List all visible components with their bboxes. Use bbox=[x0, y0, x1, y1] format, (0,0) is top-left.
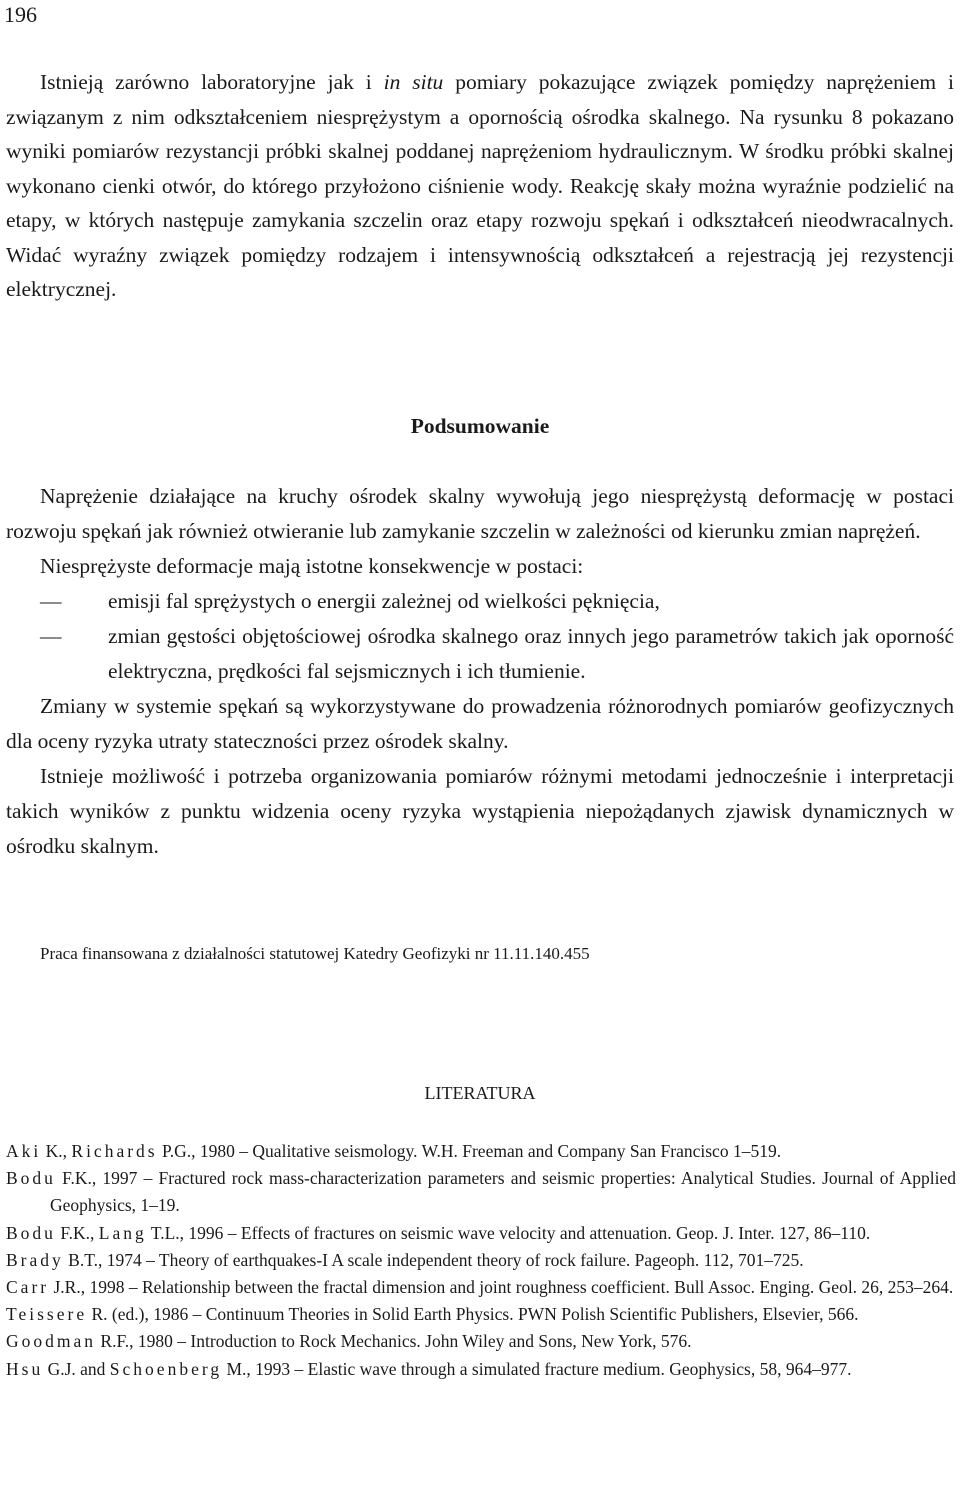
reference-item bbox=[6, 1274, 956, 1301]
reference-item bbox=[6, 1247, 956, 1274]
reference-text: , 1993 – Elastic wave through a simulated fracture medium. Geophysics, 58, 964–977. bbox=[246, 1358, 852, 1379]
reference-author: Teissere bbox=[6, 1304, 88, 1325]
reference-author: Aki bbox=[6, 1141, 42, 1161]
funding-note: Praca finansowana z działalności statutowej Katedry Geofizyki nr 11.11.140.455 bbox=[40, 944, 590, 963]
summary-paragraph-3: Zmiany w systemie spękań są wykorzystywane do prowadzenia różnorodnych pomiarów geofizycznych dla oceny ryzyka utraty stateczności przez ośrodek skalny. bbox=[6, 694, 954, 753]
intro-italic-term: in situ bbox=[383, 70, 444, 94]
reference-author: Lang bbox=[98, 1222, 147, 1243]
reference-item bbox=[6, 1220, 956, 1247]
reference-initials: K., bbox=[41, 1141, 72, 1161]
list-item bbox=[40, 584, 954, 619]
reference-initials: R. (ed.) bbox=[87, 1304, 145, 1325]
page-number: 196 bbox=[4, 2, 37, 27]
summary-paragraph-4: Istnieje możliwość i potrzeba organizowania pomiarów różnymi metodami jednocześnie i interpretacji takich wyników z punktu widzenia oceny ryzyka wystąpienia niepożądanych zjawisk dynamicznych w ośrodku skalnym. bbox=[6, 764, 954, 858]
reference-text: , 1980 – Qualitative seismology. W.H. Freeman and Company San Francisco 1–519. bbox=[191, 1141, 782, 1161]
reference-item bbox=[6, 1328, 956, 1355]
list-item bbox=[40, 619, 954, 689]
reference-initials: B.T. bbox=[63, 1249, 98, 1270]
consequences-list bbox=[6, 584, 954, 689]
reference-initials: F.K. bbox=[55, 1168, 92, 1189]
reference-text: , 1996 – Effects of fractures on seismic wave velocity and attenuation. Geop. J. Inter. 127, 86–110. bbox=[179, 1222, 871, 1243]
reference-list bbox=[6, 1138, 956, 1383]
reference-author: Goodman bbox=[6, 1331, 97, 1352]
reference-initials: F.K., bbox=[55, 1222, 99, 1243]
reference-author: Bodu bbox=[6, 1222, 56, 1243]
summary-paragraph-1: Naprężenie działające na kruchy ośrodek skalny wywołują jego niesprężystą deformację w postaci rozwoju spękań jak również otwieranie lub zamykanie szczelin w zależności od kierunku zmian naprężeń. bbox=[6, 484, 954, 543]
reference-item bbox=[6, 1301, 956, 1328]
intro-text-start: Istnieją zarówno laboratoryjne jak i bbox=[40, 70, 384, 94]
reference-initials: P.G. bbox=[157, 1141, 192, 1161]
section-heading-summary: Podsumowanie bbox=[410, 414, 550, 438]
reference-item bbox=[6, 1356, 956, 1383]
reference-initials: G.J. and bbox=[43, 1358, 110, 1379]
reference-text: , 1997 – Fractured rock mass-characterization parameters and seismic properties: Analytical Studies. Journal of Applied Geophysics, 1–19. bbox=[50, 1168, 956, 1216]
reference-text: , 1998 – Relationship between the fractal dimension and joint roughness coefficient. Bull Assoc. Enging. Geol. 26, 253–264. bbox=[80, 1277, 954, 1298]
reference-initials: M. bbox=[222, 1358, 247, 1379]
reference-author: Hsu bbox=[6, 1358, 44, 1379]
reference-text: , 1974 – Theory of earthquakes-I A scale independent theory of rock failure. Pageoph. 112, 701–725. bbox=[97, 1249, 804, 1270]
reference-initials: R.F. bbox=[96, 1331, 130, 1352]
reference-item bbox=[6, 1165, 956, 1219]
reference-text: , 1986 – Continuum Theories in Solid Earth Physics. PWN Polish Scientific Publishers, Elsevier, 566. bbox=[144, 1304, 859, 1325]
list-item-text: zmian gęstości objętościowej ośrodka skalnego oraz innych jego parametrów takich jak oporność elektryczna, prędkości fal sejsmicznych i ich tłumienie. bbox=[108, 624, 954, 683]
reference-text: , 1980 – Introduction to Rock Mechanics. John Wiley and Sons, New York, 576. bbox=[129, 1331, 692, 1352]
reference-author: Brady bbox=[6, 1249, 64, 1270]
reference-author: Bodu bbox=[6, 1168, 56, 1189]
reference-item bbox=[6, 1138, 956, 1165]
intro-paragraph bbox=[6, 65, 954, 307]
list-item-text: emisji fal sprężystych o energii zależnej od wielkości pęknięcia, bbox=[108, 589, 660, 613]
reference-author: Schoenberg bbox=[109, 1358, 223, 1379]
literature-heading: LITERATURA bbox=[424, 1083, 536, 1103]
reference-author: Carr bbox=[6, 1277, 50, 1298]
reference-initials: J.R. bbox=[49, 1277, 81, 1298]
reference-author: Richards bbox=[71, 1141, 158, 1161]
summary-paragraph-2: Niesprężyste deformacje mają istotne konsekwencje w postaci: bbox=[40, 554, 584, 578]
summary-section bbox=[6, 479, 954, 864]
intro-text-rest: pomiary pokazujące związek pomiędzy naprężeniem i związanym z nim odkształceniem niesprężystym a opornością ośrodka skalnego. Na rysunku 8 pokazano wyniki pomiarów rezystancji próbki skalnej poddanej naprężeniom hydraulicznym. W środku próbki skalnej wykonano cienki otwór, do którego przyłożono ciśnienie wody. Reakcję skały można wyraźnie podzielić na etapy, w których następuje zamykania szczelin oraz etapy rozwoju spękań i odkształceń nieodwracalnych. Widać wyraźny związek pomiędzy rodzajem i intensywnością odkształceń a rejestracją jej rezystencji elektrycznej. bbox=[6, 70, 954, 301]
dash-bullet: — bbox=[40, 624, 62, 648]
reference-initials: T.L. bbox=[146, 1222, 180, 1243]
dash-bullet: — bbox=[40, 589, 62, 613]
